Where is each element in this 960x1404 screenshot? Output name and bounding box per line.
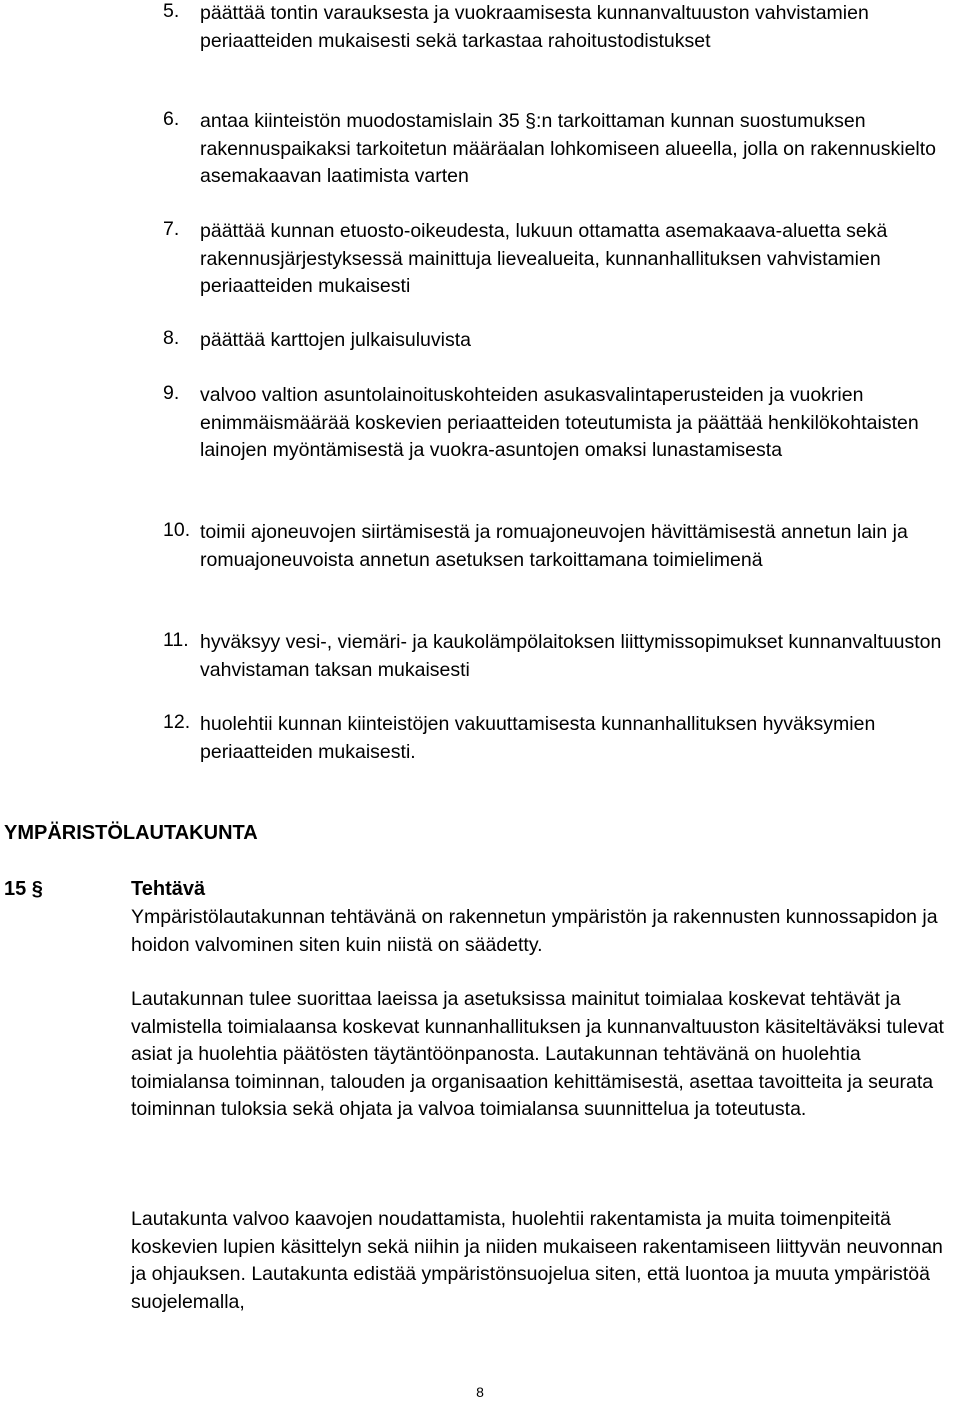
list-item-text: päättää tontin varauksesta ja vuokraamisesta kunnanvaltuuston vahvistamien periaatteiden mukaisesti sekä tarkastaa rahoitustodistukset [200, 2, 869, 52]
list-item-number: 10. [163, 519, 191, 541]
list-item-9 [163, 382, 953, 465]
list-item-text: antaa kiinteistön muodostamislain 35 §:n tarkoittaman kunnan suostumuksen rakennuspaikaksi tarkoitetun määräalan lohkomiseen alueella, jolla on rakennuskielto asemakaavan laatimista varten [200, 110, 937, 187]
section-paragraph: Lautakunnan tulee suorittaa laeissa ja asetuksissa mainitut toimialaa koskevat tehtävät ja valmistella toimialaansa koskevat kunnanhallituksen ja kunnanvaltuuston käsiteltäväksi tulevat asiat ja huolehtia päätösten täytäntöönpanosta. Lautakunnan tehtävänä on huolehtia toimialansa toiminnan, talouden ja organisaation kehittämisestä, asettaa tavoitteita ja seurata toiminnan tuloksia sekä ohjata ja valvoa toimialansa suunnittelua ja toteutusta. [131, 988, 944, 1121]
section-paragraph: Ympäristölautakunnan tehtävänä on rakennetun ympäristön ja rakennusten kunnossapidon ja hoidon valvominen siten kuin niistä on säädetty. [131, 906, 938, 956]
list-item-number: 6. [163, 108, 180, 130]
section-title: Tehtävä [131, 878, 206, 900]
list-item-number: 9. [163, 382, 180, 404]
list-item-number: 5. [163, 0, 180, 22]
list-item-text: päättää kunnan etuosto-oikeudesta, lukuun ottamatta asemakaava-aluetta sekä rakennusjärjestyksessä mainittuja lievealueita, kunnanhallituksen vahvistamien periaatteiden mukaisesti [200, 220, 888, 297]
list-item-7 [163, 218, 953, 301]
list-item-text: hyväksyy vesi-, viemäri- ja kaukolämpölaitoksen liittymissopimukset kunnanvaltuuston vahvistaman taksan mukaisesti [200, 631, 942, 681]
section-paragraph: Lautakunta valvoo kaavojen noudattamista, huolehtii rakentamista ja muita toimenpiteitä koskevien lupien käsittelyn sekä niihin ja niiden mukaiseen rakentamiseen liittyvän neuvonnan ja ohjauksen. Lautakunta edistää ympäristönsuojelua siten, että luontoa ja muuta ympäristöä suojelemalla, [131, 1208, 943, 1313]
list-item-11 [163, 629, 953, 684]
list-item-6 [163, 108, 953, 191]
list-item-number: 12. [163, 711, 191, 733]
page-number: 8 [476, 1384, 484, 1400]
list-item-12 [163, 711, 953, 766]
list-item-text: huolehtii kunnan kiinteistöjen vakuuttamisesta kunnanhallituksen hyväksymien periaatteiden mukaisesti. [200, 713, 876, 763]
list-item-number: 8. [163, 327, 180, 349]
list-item-text: toimii ajoneuvojen siirtämisestä ja romuajoneuvojen hävittämisestä annetun lain ja romuajoneuvoista annetun asetuksen tarkoittamana toimielimenä [200, 521, 908, 571]
list-item-10 [163, 519, 953, 574]
section-heading: YMPÄRISTÖLAUTAKUNTA [4, 822, 258, 844]
list-item-5 [163, 0, 953, 55]
section-number: 15 § [4, 878, 43, 900]
list-item-text: valvoo valtion asuntolainoituskohteiden asukasvalintaperusteiden ja vuokrien enimmäismäärää koskevien periaatteiden toteutumista ja päättää henkilökohtaisten lainojen myöntämisestä ja vuokra-asuntojen omaksi lunastamisesta [200, 384, 919, 461]
list-item-number: 11. [163, 629, 189, 651]
list-item-8 [163, 327, 953, 355]
list-item-number: 7. [163, 218, 180, 240]
list-item-text: päättää karttojen julkaisuluvista [200, 329, 471, 351]
